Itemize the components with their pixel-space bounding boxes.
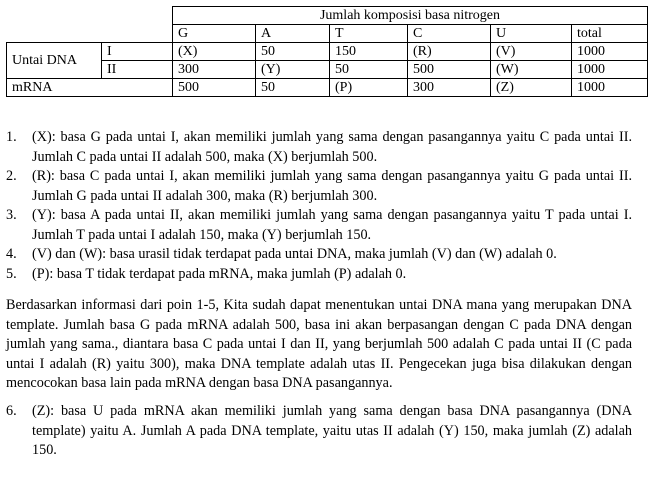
table-cell: (X) <box>173 43 256 61</box>
list-item-number: 6. <box>6 403 17 419</box>
explanation-list-continued <box>6 402 632 461</box>
column-header-g: G <box>173 25 256 43</box>
list-item-number: 2. <box>6 168 17 184</box>
table-cell: (P) <box>330 79 408 97</box>
table-cell: 500 <box>173 79 256 97</box>
list-item <box>6 265 632 285</box>
mrna-label: mRNA <box>7 79 173 97</box>
table-header-row-1 <box>7 7 648 25</box>
table-cell: 50 <box>256 79 330 97</box>
strand-label: II <box>102 61 173 79</box>
list-item-number: 3. <box>6 207 17 223</box>
column-header-c: C <box>408 25 491 43</box>
table-cell: 1000 <box>572 79 648 97</box>
table-row <box>7 61 648 79</box>
list-item <box>6 128 632 167</box>
table-cell: 50 <box>330 61 408 79</box>
table-cell: 1000 <box>572 43 648 61</box>
table-cell: (W) <box>491 61 572 79</box>
table-corner-cell <box>7 7 173 43</box>
table-title-cell: Jumlah komposisi basa nitrogen <box>173 7 648 25</box>
list-item <box>6 167 632 206</box>
summary-paragraph: Berdasarkan informasi dari poin 1-5, Kita sudah dapat menentukan untai DNA mana yang merupakan DNA template. Jumlah basa G pada mRNA adalah 500, basa ini akan berpasangan dengan C pada DNA dengan jumlah yang sama., diantara basa C pada untai I dan II, yang berjumlah 500 adalah C pada untai II (C pada untai I adalah (R) yaitu 300), maka DNA template adalah utas II. Pengecekan juga bisa dilakukan dengan mencocokan basa lain pada mRNA dengan basa DNA pasangannya. <box>6 297 632 391</box>
list-item <box>6 402 632 461</box>
table-row-mrna <box>7 79 648 97</box>
table-cell: (V) <box>491 43 572 61</box>
table-cell: (R) <box>408 43 491 61</box>
column-header-a: A <box>256 25 330 43</box>
list-item <box>6 206 632 245</box>
list-item-text: (X): basa G pada untai I, akan memiliki jumlah yang sama dengan pasangannya yaitu C pada untai II. Jumlah C pada untai II adalah 500, maka (X) berjumlah 500. <box>32 129 632 165</box>
table-cell: (Z) <box>491 79 572 97</box>
table-cell: 150 <box>330 43 408 61</box>
list-item-number: 1. <box>6 129 17 145</box>
table-cell: (Y) <box>256 61 330 79</box>
list-item-text: (R): basa C pada untai I, akan memiliki jumlah yang sama dengan pasangannya yaitu G pada untai II. Jumlah G pada untai II adalah 300, maka (R) berjumlah 300. <box>32 168 632 204</box>
list-item-text: (Y): basa A pada untai II, akan memiliki jumlah yang sama dengan pasangannya yaitu T pada untai I. Jumlah T pada untai I adalah 150, maka (Y) berjumlah 150. <box>32 207 632 243</box>
table-cell: 1000 <box>572 61 648 79</box>
table-cell: 300 <box>408 79 491 97</box>
row-group-label: Untai DNA <box>7 43 102 79</box>
list-item <box>6 245 632 265</box>
column-header-u: U <box>491 25 572 43</box>
explanation-list <box>6 128 632 284</box>
table-cell: 50 <box>256 43 330 61</box>
list-item-number: 5. <box>6 265 17 282</box>
list-item-text: (P): basa T tidak terdapat pada mRNA, maka jumlah (P) adalah 0. <box>32 265 407 282</box>
list-item-text: (V) dan (W): basa urasil tidak terdapat pada untai DNA, maka jumlah (V) dan (W) adalah 0. <box>32 246 557 262</box>
list-item-text: (Z): basa U pada mRNA akan memiliki jumlah yang sama dengan basa DNA pasangannya (DNA template) yaitu A. Jumlah A pada DNA template, yaitu utas II adalah (Y) 150, maka jumlah (Z) adalah 150. <box>32 403 632 458</box>
base-composition-table <box>6 6 648 97</box>
table-cell: 500 <box>408 61 491 79</box>
table-cell: 300 <box>173 61 256 79</box>
strand-label: I <box>102 43 173 61</box>
list-item-number: 4. <box>6 246 17 262</box>
column-header-t: T <box>330 25 408 43</box>
column-header-total: total <box>572 25 648 43</box>
table-row <box>7 43 648 61</box>
